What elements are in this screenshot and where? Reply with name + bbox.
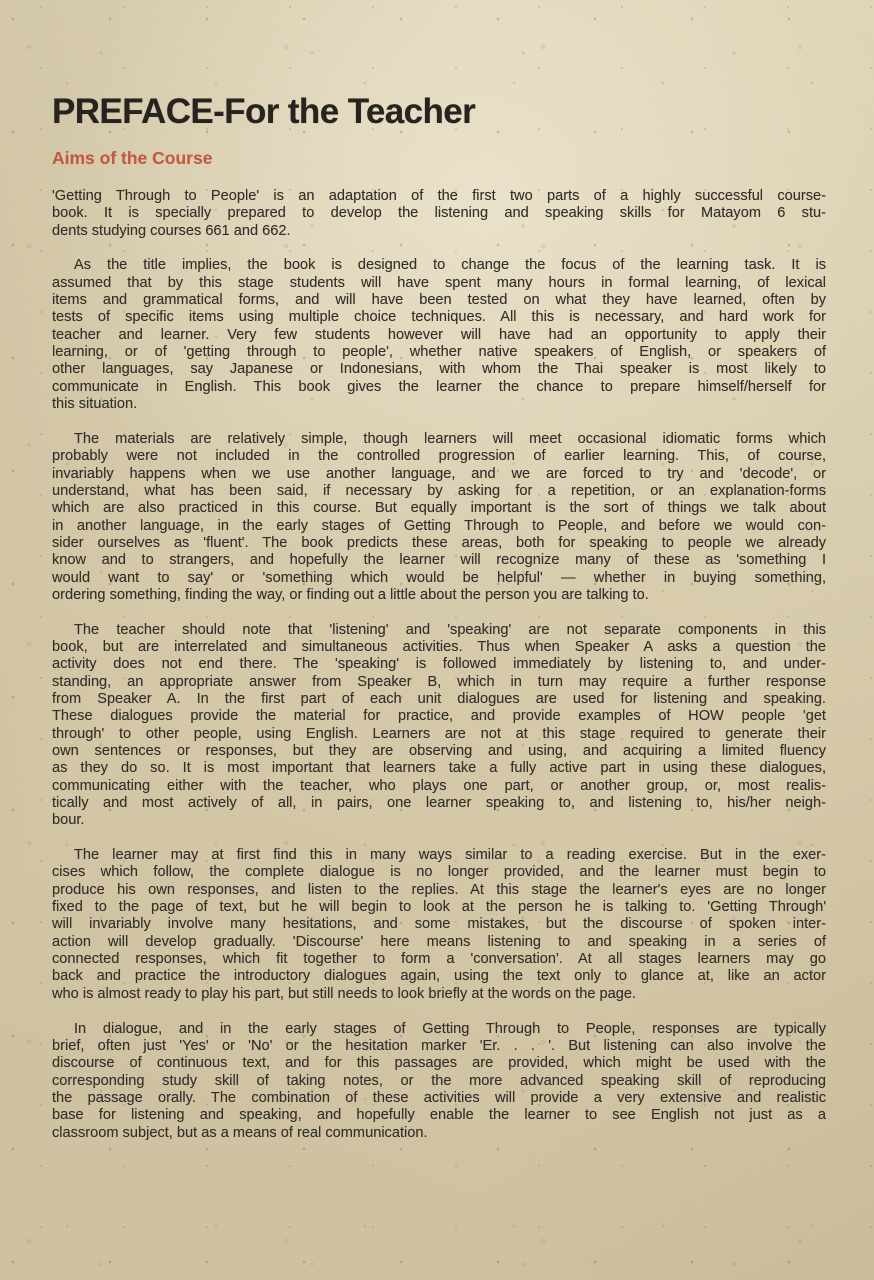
- paragraph: [52, 431, 826, 604]
- text-line: produce his own responses, and listen to the replies. At this stage the learner's eyes are no longer: [52, 881, 826, 898]
- text-line: The teacher should note that 'listening' and 'speaking' are not separate components in this: [74, 621, 826, 638]
- section-heading: Aims of the Course: [52, 148, 213, 168]
- text-line: as they do so. It is most important that learners take a fully active part in using these dialogues,: [52, 760, 826, 777]
- text-line: understand, what has been said, if necessary by asking for a repetition, or an explanation-forms: [52, 482, 826, 499]
- text-line: ordering something, finding the way, or finding out a little about the person you are talking to.: [52, 586, 649, 603]
- text-line: communicate in English. This book gives the learner the chance to prepare himself/herself for: [52, 378, 826, 395]
- text-line: activity does not end there. The 'speaking' is followed immediately by listening to, and under-: [52, 656, 826, 673]
- paragraph: [52, 622, 826, 830]
- page-title: PREFACE-For the Teacher: [52, 92, 476, 131]
- scanned-page: [52, 92, 826, 1142]
- text-line: from Speaker A. In the first part of each unit dialogues are used for listening and speaking.: [52, 690, 826, 707]
- text-line: will invariably involve many hesitations, and some mistakes, but the discourse of spoken inter-: [52, 916, 826, 933]
- text-line: book. It is specially prepared to develop the listening and speaking skills for Matayom 6 stu-: [52, 205, 826, 222]
- text-line: own sentences or responses, but they are observing and using, and acquiring a limited fluency: [52, 743, 826, 759]
- text-line: tests of specific items using multiple choice techniques. All this is necessary, and hard work for: [52, 309, 826, 326]
- text-line: fixed to the page of text, but he will begin to look at the person he is talking to. 'Getting Through': [52, 899, 826, 916]
- text-line: tically and most actively of all, in pairs, one learner speaking to, and listening to, his/her neigh-: [52, 795, 826, 812]
- paragraph: [52, 257, 826, 413]
- text-line: which are also practiced in this course. But equally important is the sort of things we talk about: [52, 500, 826, 517]
- paragraph: [52, 847, 826, 1003]
- text-line: connected responses, which fit together to form a 'conversation'. At all stages learners may go: [52, 951, 826, 968]
- text-line: who is almost ready to play his part, but still needs to look briefly at the words on the page.: [52, 985, 637, 1002]
- text-line: discourse of continuous text, and for this passages are provided, which might be used with the: [52, 1055, 826, 1072]
- text-line: this situation.: [52, 396, 138, 413]
- text-line: through' to other people, using English. Learners are not at this stage required to generate their: [52, 725, 826, 742]
- text-line: know and to strangers, and hopefully the learner will recognize many of these as 'something I: [52, 552, 826, 569]
- text-line: The materials are relatively simple, though learners will meet occasional idiomatic forms which: [74, 430, 826, 447]
- text-line: As the title implies, the book is designed to change the focus of the learning task. It is: [74, 257, 826, 274]
- text-line: communicating either with the teacher, who plays one part, or another group, or, most realis-: [52, 777, 826, 794]
- text-line: These dialogues provide the material for practice, and provide examples of HOW people 'get: [52, 708, 826, 725]
- text-line: bour.: [52, 812, 85, 829]
- text-line: would want to say' or 'something which would be helpful' — whether in buying something,: [52, 569, 826, 586]
- text-line: probably were not included in the controlled progression of earlier learning. This, of course,: [52, 448, 826, 465]
- text-line: base for listening and speaking, and hopefully enable the learner to see English not just as a: [52, 1107, 826, 1124]
- text-line: invariably happens when we use another language, and we are forced to try and 'decode', or: [52, 465, 826, 482]
- text-line: back and practice the introductory dialogues again, using the text only to glance at, like an actor: [52, 968, 826, 985]
- text-line: teacher and learner. Very few students however will have had an opportunity to apply their: [52, 326, 826, 343]
- text-line: The learner may at first find this in many ways similar to a reading exercise. But in the exer-: [74, 847, 826, 864]
- text-line: other languages, say Japanese or Indonesians, with whom the Thai speaker is most likely to: [52, 361, 826, 378]
- text-line: corresponding study skill of taking notes, or the more advanced speaking skill of reproducing: [52, 1072, 826, 1089]
- text-line: action will develop gradually. 'Discourse' here means listening to and speaking in a series of: [52, 933, 826, 950]
- text-line: assumed that by this stage students will have spent many hours in formal learning, of lexical: [52, 274, 826, 291]
- text-line: classroom subject, but as a means of real communication.: [52, 1124, 428, 1141]
- text-line: learning, or of 'getting through to people', whether native speakers of English, or speakers of: [52, 344, 826, 361]
- text-line: dents studying courses 661 and 662.: [52, 222, 291, 239]
- body-text: [52, 188, 826, 1142]
- paragraph: [52, 1021, 826, 1142]
- text-line: cises which follow, the complete dialogue is no longer provided, and the learner must begin to: [52, 864, 826, 881]
- text-line: book, but are interrelated and simultaneous activities. Thus when Speaker A asks a question the: [52, 638, 826, 655]
- text-line: sider ourselves as 'fluent'. The book predicts these areas, both for speaking to people we already: [52, 534, 826, 551]
- text-line: standing, an appropriate answer from Speaker B, which in turn may require a further response: [52, 673, 826, 690]
- text-line: In dialogue, and in the early stages of Getting Through to People, responses are typically: [74, 1020, 826, 1037]
- text-line: brief, often just 'Yes' or 'No' or the hesitation marker 'Er. . . '. But listening can also involve the: [52, 1037, 826, 1054]
- paragraph: [52, 188, 826, 240]
- text-line: items and grammatical forms, and will have been tested on what they have learned, often by: [52, 292, 826, 309]
- text-line: the passage orally. The combination of these activities will provide a very extensive and realistic: [52, 1089, 826, 1106]
- text-line: 'Getting Through to People' is an adaptation of the first two parts of a highly successful course-: [52, 188, 826, 204]
- text-line: in another language, in the early stages of Getting Through to People, and before we would con-: [52, 517, 826, 534]
